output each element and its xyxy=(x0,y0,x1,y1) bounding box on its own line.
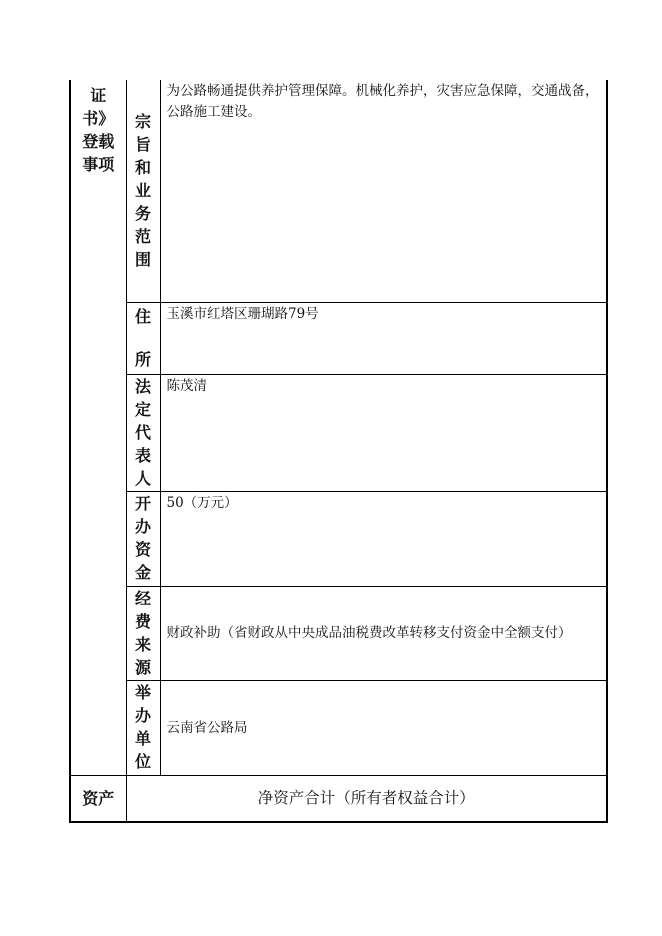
funding-label-cell xyxy=(126,586,160,680)
outer-section-label: 证书》登载事项 xyxy=(82,86,115,174)
scope-label: 宗旨和业务范围 xyxy=(134,112,151,269)
organizer-value-cell xyxy=(160,680,607,775)
legal-rep-value-cell xyxy=(160,374,607,491)
assets-value-cell xyxy=(126,775,607,822)
capital-value-cell xyxy=(160,491,607,586)
address-value: 玉溪市红塔区珊瑚路79号 xyxy=(166,305,319,322)
funding-value-cell xyxy=(160,586,607,680)
organizer-label-cell xyxy=(126,680,160,775)
scope-label-cell xyxy=(126,80,160,302)
registration-table xyxy=(69,80,608,823)
funding-label: 经费来源 xyxy=(134,588,151,677)
legal-rep-value: 陈茂清 xyxy=(166,377,207,394)
capital-value: 50（万元） xyxy=(166,494,238,511)
assets-label-cell xyxy=(70,775,126,822)
capital-label-cell xyxy=(126,491,160,586)
scope-value-cell xyxy=(160,80,607,302)
address-value-cell xyxy=(160,302,607,374)
legal-rep-label-cell xyxy=(126,374,160,491)
funding-value: 财政补助（省财政从中央成品油税费改革转移支付资金中全额支付） xyxy=(166,625,572,641)
organizer-label: 举办单位 xyxy=(134,682,151,771)
legal-rep-label: 法定代表人 xyxy=(134,376,151,488)
scope-value: 为公路畅通提供养护管理保障。机械化养护，灾害应急保障，交通战备，公路施工建设。 xyxy=(166,83,599,120)
address-label-cell xyxy=(126,302,160,374)
outer-section-cell xyxy=(70,80,126,775)
organizer-value: 云南省公路局 xyxy=(166,719,248,736)
capital-label: 开办资金 xyxy=(134,493,151,582)
address-label-bottom: 所 xyxy=(134,349,151,369)
assets-label: 资产 xyxy=(82,788,115,808)
assets-value: 净资产合计（所有者权益合计） xyxy=(257,788,475,807)
address-label-top: 住 xyxy=(134,306,151,326)
